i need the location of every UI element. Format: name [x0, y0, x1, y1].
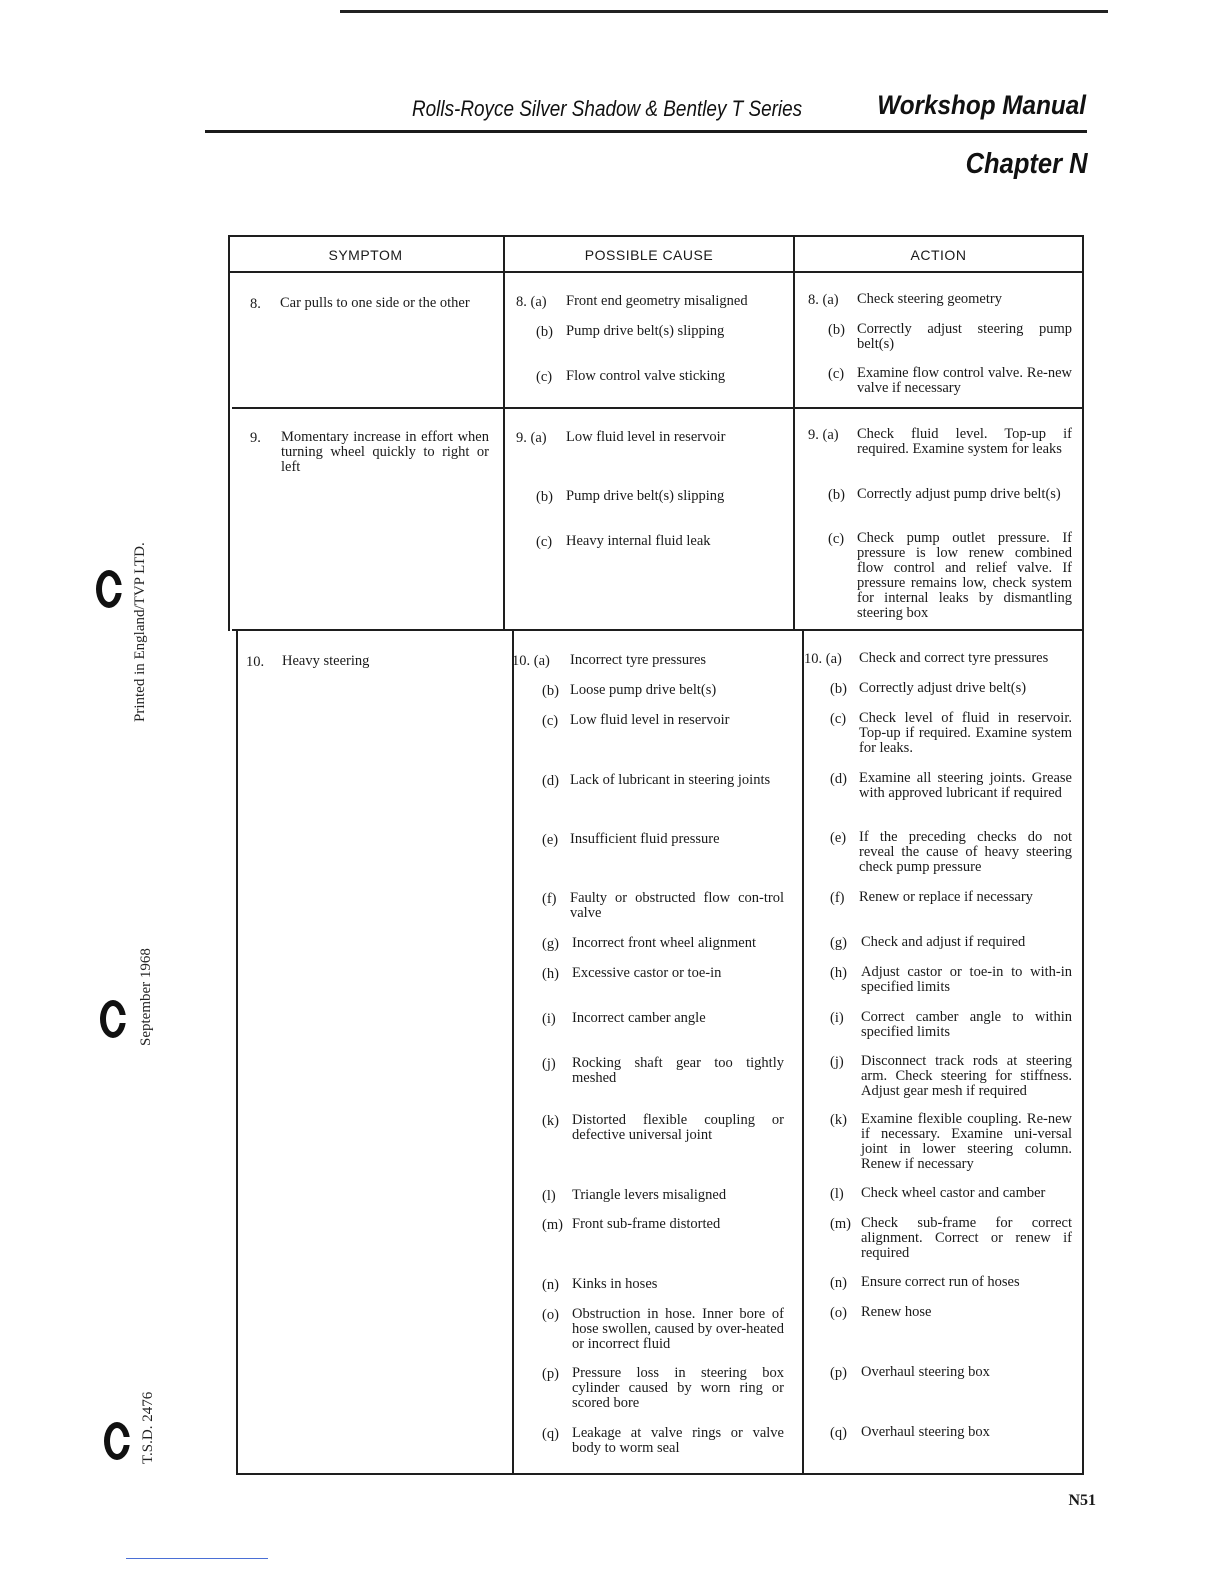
- cause-text: Front end geometry misaligned: [566, 293, 748, 309]
- action-label: (q): [830, 1425, 847, 1441]
- row-divider: [232, 629, 1084, 631]
- page-number: N51: [1068, 1492, 1096, 1509]
- binder-hole-icon: [100, 1000, 126, 1038]
- table-border: [238, 1473, 1084, 1475]
- cause-label: (b): [542, 683, 559, 699]
- cause-label: (i): [542, 1011, 556, 1027]
- cause-text: Incorrect front wheel alignment: [572, 935, 756, 951]
- action-label: 9. (a): [808, 427, 839, 443]
- cause-label: (o): [542, 1307, 559, 1323]
- cause-text: Low fluid level in reservoir: [570, 712, 730, 728]
- action-label: (i): [830, 1010, 844, 1026]
- action-text: Correctly adjust pump drive belt(s): [857, 486, 1061, 502]
- action-label: (b): [830, 681, 847, 697]
- top-rule: [340, 10, 1108, 13]
- cause-text: Pump drive belt(s) slipping: [566, 323, 725, 339]
- cause-text: Pump drive belt(s) slipping: [566, 488, 725, 504]
- action-text: Overhaul steering box: [861, 1424, 990, 1440]
- header-symptom: SYMPTOM: [328, 247, 403, 263]
- cause-text: Insufficient fluid pressure: [570, 831, 720, 847]
- action-text: Examine flow control valve. Re-new valve if necessary: [857, 365, 1072, 396]
- symptom-text: Heavy steering: [282, 653, 370, 669]
- action-text: Examine flexible coupling. Re-new if necessary. Examine uni-versal joint in lower steering column. Renew if necessary: [861, 1111, 1072, 1172]
- cause-label: (c): [536, 534, 553, 550]
- column-divider: [793, 235, 795, 631]
- action-label: (n): [830, 1275, 847, 1291]
- action-text: Correct camber angle to within specified limits: [861, 1009, 1072, 1040]
- cause-text: Faulty or obstructed flow con-trol valve: [570, 890, 784, 921]
- cause-text: Kinks in hoses: [572, 1276, 658, 1292]
- symptom-number: 8.: [250, 296, 261, 312]
- action-label: (e): [830, 830, 847, 846]
- symptom-text: Momentary increase in effort when turning wheel quickly to right or left: [281, 429, 489, 475]
- table-border: [1082, 235, 1084, 1475]
- cause-text: Front sub-frame distorted: [572, 1216, 721, 1232]
- cause-label: 10. (a): [512, 653, 550, 669]
- cause-text: Lack of lubricant in steering joints: [570, 772, 771, 788]
- cause-text: Loose pump drive belt(s): [570, 682, 717, 698]
- column-divider: [503, 235, 505, 631]
- column-divider: [802, 629, 804, 1475]
- cause-text: Excessive castor or toe-in: [572, 965, 722, 981]
- action-text: Check pump outlet pressure. If pressure is low renew combined flow control and relief valve. If pressure remains low, check system for internal leaks by dismantling steering box: [857, 530, 1072, 621]
- cause-text: Incorrect tyre pressures: [570, 652, 707, 668]
- cause-text: Distorted flexible coupling or defective universal joint: [572, 1112, 784, 1143]
- tsd-note: T.S.D. 2476: [140, 1391, 156, 1464]
- cause-label: (j): [542, 1056, 556, 1072]
- chapter-heading: Chapter N: [966, 148, 1088, 180]
- cause-label: (d): [542, 773, 559, 789]
- action-text: Check and correct tyre pressures: [859, 650, 1049, 666]
- cause-label: (n): [542, 1277, 559, 1293]
- cause-text: Incorrect camber angle: [572, 1010, 706, 1026]
- action-text: Ensure correct run of hoses: [861, 1274, 1020, 1290]
- cause-text: Heavy internal fluid leak: [566, 533, 711, 549]
- action-text: Check wheel castor and camber: [861, 1185, 1046, 1201]
- action-text: Renew or replace if necessary: [859, 889, 1033, 905]
- action-label: (g): [830, 935, 847, 951]
- action-label: (c): [828, 531, 845, 547]
- action-label: (p): [830, 1365, 847, 1381]
- symptom-number: 9.: [250, 430, 261, 446]
- cause-label: (g): [542, 936, 559, 952]
- action-label: (h): [830, 965, 847, 981]
- cause-label: 8. (a): [516, 294, 547, 310]
- header-cause: POSSIBLE CAUSE: [584, 247, 714, 263]
- cause-text: Flow control valve sticking: [566, 368, 726, 384]
- table-border: [228, 235, 1084, 237]
- cause-text: Low fluid level in reservoir: [566, 429, 726, 445]
- symptom-number: 10.: [246, 654, 265, 670]
- cause-label: (c): [536, 369, 553, 385]
- cause-text: Triangle levers misaligned: [572, 1187, 727, 1203]
- bottom-rule: [126, 1558, 268, 1559]
- action-text: Renew hose: [861, 1304, 932, 1320]
- cause-label: (l): [542, 1188, 556, 1204]
- cause-label: (e): [542, 832, 559, 848]
- action-label: (c): [828, 366, 845, 382]
- action-text: Check steering geometry: [857, 291, 1002, 307]
- workshop-manual-heading: Workshop Manual: [877, 90, 1086, 120]
- cause-label: (f): [542, 891, 557, 907]
- action-text: Adjust castor or toe-in to with-in specified limits: [861, 964, 1072, 995]
- row-divider: [232, 407, 1084, 409]
- cause-text: Leakage at valve rings or valve body to worm seal: [572, 1425, 784, 1456]
- header-action: ACTION: [910, 247, 967, 263]
- action-label: (l): [830, 1186, 844, 1202]
- action-text: Disconnect track rods at steering arm. Check steering for stiffness. Adjust gear mesh if required: [861, 1053, 1072, 1099]
- action-label: (j): [830, 1054, 844, 1070]
- action-label: 10. (a): [804, 651, 842, 667]
- action-text: Check and adjust if required: [861, 934, 1026, 950]
- action-label: (f): [830, 890, 845, 906]
- action-text: Correctly adjust drive belt(s): [859, 680, 1027, 696]
- action-label: (c): [830, 711, 847, 727]
- action-text: Examine all steering joints. Grease with approved lubricant if required: [859, 770, 1072, 801]
- cause-label: (h): [542, 966, 559, 982]
- header-divider: [228, 271, 1084, 273]
- cause-label: (p): [542, 1366, 559, 1382]
- date-note: September 1968: [138, 948, 154, 1046]
- action-label: (b): [828, 322, 845, 338]
- cause-label: (m): [542, 1217, 563, 1233]
- cause-label: (c): [542, 713, 559, 729]
- cause-label: 9. (a): [516, 430, 547, 446]
- printed-note: Printed in England/TVP LTD.: [132, 542, 148, 722]
- column-divider: [512, 629, 514, 1475]
- cause-text: Obstruction in hose. Inner bore of hose swollen, caused by over-heated or incorrect fluid: [572, 1306, 784, 1352]
- action-label: (o): [830, 1305, 847, 1321]
- header-rule: [205, 130, 1087, 133]
- action-text: Correctly adjust steering pump belt(s): [857, 321, 1072, 352]
- action-label: (b): [828, 487, 845, 503]
- table-border: [236, 629, 238, 1475]
- action-text: Check level of fluid in reservoir. Top-up if required. Examine system for leaks.: [859, 710, 1072, 756]
- action-text: Overhaul steering box: [861, 1364, 990, 1380]
- action-label: (d): [830, 771, 847, 787]
- cause-label: (q): [542, 1426, 559, 1442]
- action-text: Check sub-frame for correct alignment. Correct or renew if required: [861, 1215, 1072, 1261]
- cause-label: (k): [542, 1113, 559, 1129]
- action-label: (m): [830, 1216, 851, 1232]
- action-label: (k): [830, 1112, 847, 1128]
- action-text: If the preceding checks do not reveal the cause of heavy steering check pump pressure: [859, 829, 1072, 875]
- symptom-text: Car pulls to one side or the other: [280, 295, 470, 311]
- action-label: 8. (a): [808, 292, 839, 308]
- cause-text: Rocking shaft gear too tightly meshed: [572, 1055, 784, 1086]
- cause-label: (b): [536, 489, 553, 505]
- table-border: [228, 235, 230, 631]
- manual-title: Rolls-Royce Silver Shadow & Bentley T Series: [412, 96, 803, 121]
- action-text: Check fluid level. Top-up if required. Examine system for leaks: [857, 426, 1072, 457]
- cause-label: (b): [536, 324, 553, 340]
- cause-text: Pressure loss in steering box cylinder caused by worn ring or scored bore: [572, 1365, 784, 1411]
- binder-hole-icon: [96, 570, 122, 608]
- binder-hole-icon: [104, 1422, 130, 1460]
